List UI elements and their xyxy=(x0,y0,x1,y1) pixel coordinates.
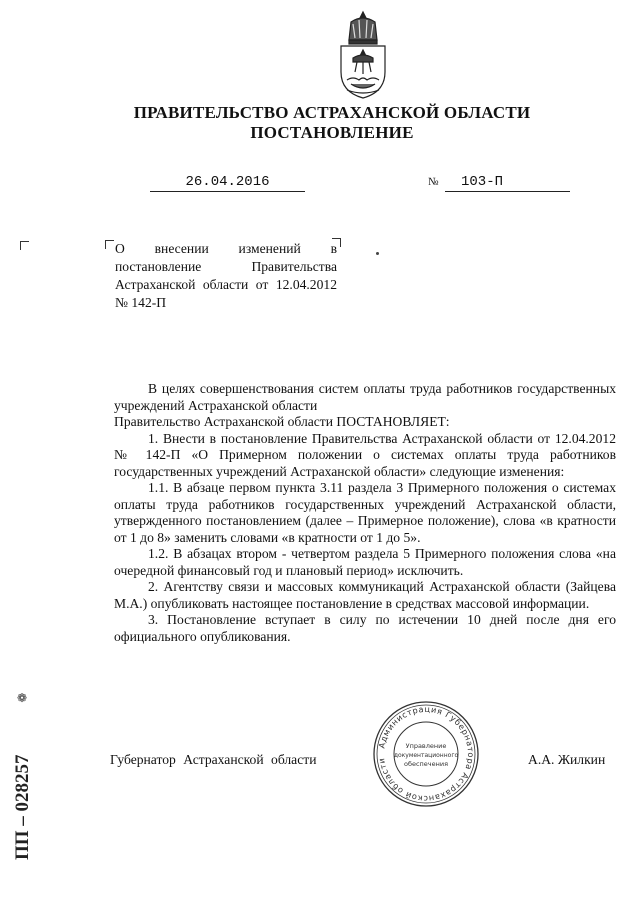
resolves-line: Правительство Астраханской области ПОСТАНОВЛЯЕТ: xyxy=(114,414,450,429)
seal-center-line-3: обеспечения xyxy=(403,760,449,768)
item-1: 1. Внести в постановление Правительства Астраханской области от 12.04.2012 № 142-П «О Примерном положении о системах оплаты труда работников государственных учреждений Астраханской области» следующие изменения: xyxy=(114,430,616,479)
seal-ring-text: Администрация Губернатора Астраханской области xyxy=(376,703,477,805)
seal-center-line-1: Управление xyxy=(405,742,447,750)
scan-dot xyxy=(376,252,379,255)
signatory-position: Губернатор Астраханской области xyxy=(110,752,317,767)
document-subject: О внесении изменений в постановление Правительства Астраханской области от 12.04.2012 № 142-П xyxy=(115,241,337,310)
coat-of-arms-emblem xyxy=(333,10,393,100)
signatory-name: А.А. Жилкин xyxy=(528,752,606,767)
intro-paragraph: В целях совершенствования систем оплаты труда работников государственных учреждений Астраханской области xyxy=(114,381,616,413)
organization-title: ПРАВИТЕЛЬСТВО АСТРАХАНСКОЙ ОБЛАСТИ xyxy=(133,103,531,122)
seal-center-line-2: документационного xyxy=(393,752,459,759)
document-body xyxy=(114,381,616,645)
document-number: 103-П xyxy=(445,174,570,192)
serial-number: ПП – 028257 xyxy=(12,754,33,860)
item-1-1: 1.1. В абзаце первом пункта 3.11 раздела 3 Примерного положения о системах оплаты труда работников государственных учреждений Астраханской области, утвержденного постановлением (далее – Примерное положение), слова «в кратности от 1 до 8» заменить словами «в кратности от 1 до 5». xyxy=(114,480,616,545)
item-2: 2. Агентству связи и массовых коммуникаций Астраханской области (Зайцева М.А.) опубликовать настоящее постановление в средствах массовой информации. xyxy=(114,579,616,611)
serial-ornament-icon: ❁ xyxy=(16,691,28,705)
official-seal-stamp xyxy=(372,700,480,808)
item-3: 3. Постановление вступает в силу по истечении 10 дней после дня его официального опубликования. xyxy=(114,612,616,644)
margin-corner-mark xyxy=(20,241,29,250)
side-serial-mark xyxy=(0,682,44,862)
item-1-2: 1.2. В абзацах втором - четвертом раздела 5 Примерного положения слова «на очередной финансовый год и плановый период» исключить. xyxy=(114,546,616,578)
document-type-title: ПОСТАНОВЛЕНИЕ xyxy=(250,123,414,142)
number-label: № xyxy=(428,176,439,188)
document-date: 26.04.2016 xyxy=(150,174,305,192)
subject-bracket-left xyxy=(105,240,114,249)
